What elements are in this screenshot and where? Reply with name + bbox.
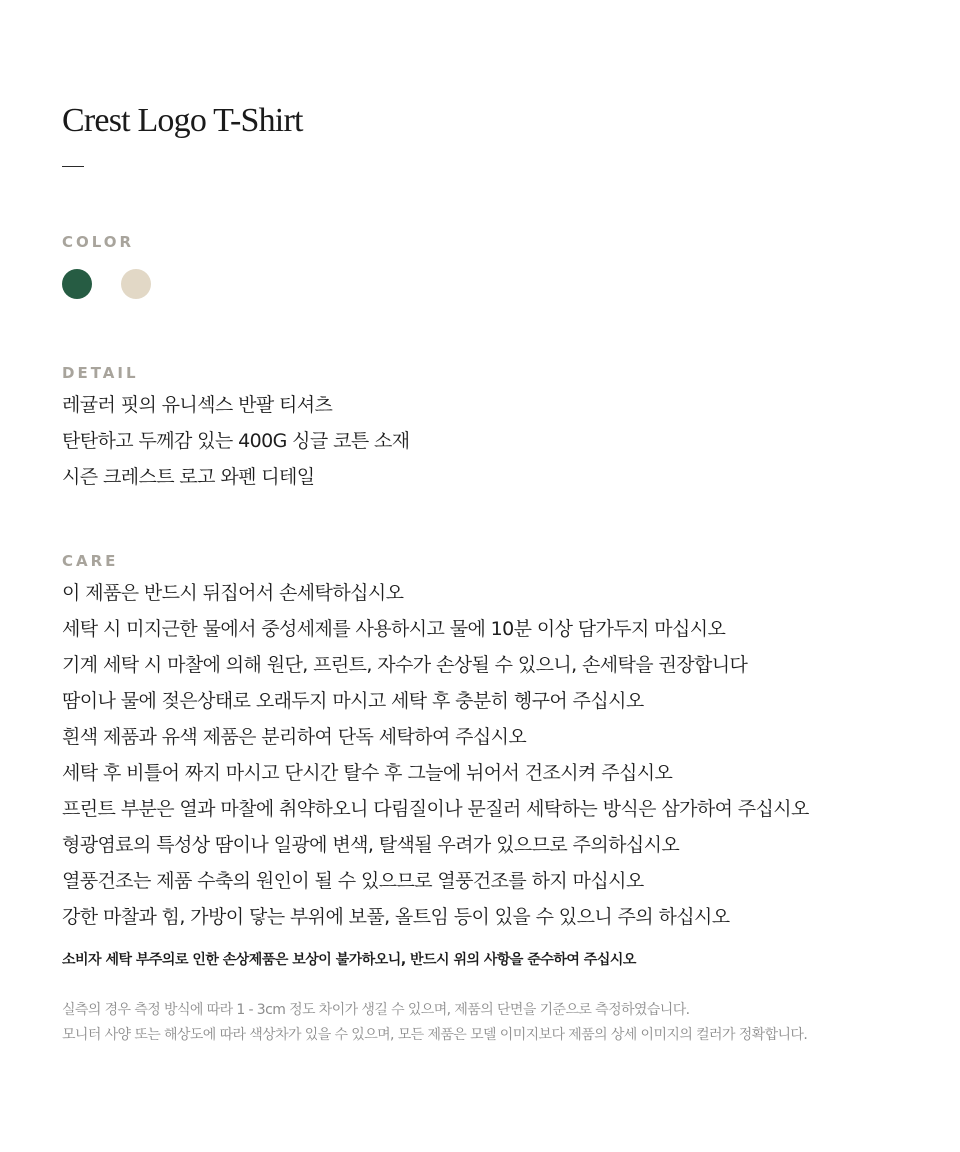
detail-section-label: DETAIL <box>62 364 139 382</box>
detail-list <box>62 387 410 495</box>
care-line: 프린트 부분은 열과 마찰에 취약하오니 다림질이나 문질러 세탁하는 방식은 삼가하여 주십시오 <box>62 798 809 820</box>
care-line: 강한 마찰과 힘, 가방이 닿는 부위에 보풀, 올트임 등이 있을 수 있으니 주의 하십시오 <box>62 906 730 928</box>
care-line: 형광염료의 특성상 땀이나 일광에 변색, 탈색될 우려가 있으므로 주의하십시오 <box>62 834 680 856</box>
care-line: 세탁 후 비틀어 짜지 마시고 단시간 탈수 후 그늘에 뉘어서 건조시켜 주십시오 <box>62 762 673 784</box>
fine-print <box>62 998 807 1048</box>
fine-print-line: 모니터 사양 또는 해상도에 따라 색상차가 있을 수 있으며, 모든 제품은 모델 이미지보다 제품의 상세 이미지의 컬러가 정확합니다. <box>62 1027 808 1043</box>
color-section-label: COLOR <box>62 233 135 251</box>
care-list <box>62 575 809 935</box>
fine-print-line: 실측의 경우 측정 방식에 따라 1 - 3cm 정도 차이가 생길 수 있으며, 제품의 단면을 기준으로 측정하였습니다. <box>62 1002 690 1018</box>
color-swatches <box>62 269 151 299</box>
color-swatch-beige[interactable] <box>121 269 151 299</box>
care-line: 기계 세탁 시 마찰에 의해 원단, 프린트, 자수가 손상될 수 있으니, 손세탁을 권장합니다 <box>62 654 748 676</box>
care-notice: 소비자 세탁 부주의로 인한 손상제품은 보상이 불가하오니, 반드시 위의 사항을 준수하여 주십시오 <box>62 952 636 968</box>
care-line: 열풍건조는 제품 수축의 원인이 될 수 있으므로 열풍건조를 하지 마십시오 <box>62 870 644 892</box>
care-line: 흰색 제품과 유색 제품은 분리하여 단독 세탁하여 주십시오 <box>62 726 527 748</box>
care-line: 이 제품은 반드시 뒤집어서 손세탁하십시오 <box>62 582 404 604</box>
care-line: 땀이나 물에 젖은상태로 오래두지 마시고 세탁 후 충분히 헹구어 주십시오 <box>62 690 644 712</box>
care-section-label: CARE <box>62 552 119 570</box>
care-line: 세탁 시 미지근한 물에서 중성세제를 사용하시고 물에 10분 이상 담가두지 마십시오 <box>62 618 726 640</box>
detail-line: 레귤러 핏의 유니섹스 반팔 티셔츠 <box>62 394 333 416</box>
title-divider <box>62 166 84 167</box>
detail-line: 시즌 크레스트 로고 와펜 디테일 <box>62 466 315 488</box>
product-title: Crest Logo T-Shirt <box>62 102 303 139</box>
color-swatch-green[interactable] <box>62 269 92 299</box>
detail-line: 탄탄하고 두께감 있는 400G 싱글 코튼 소재 <box>62 430 410 452</box>
